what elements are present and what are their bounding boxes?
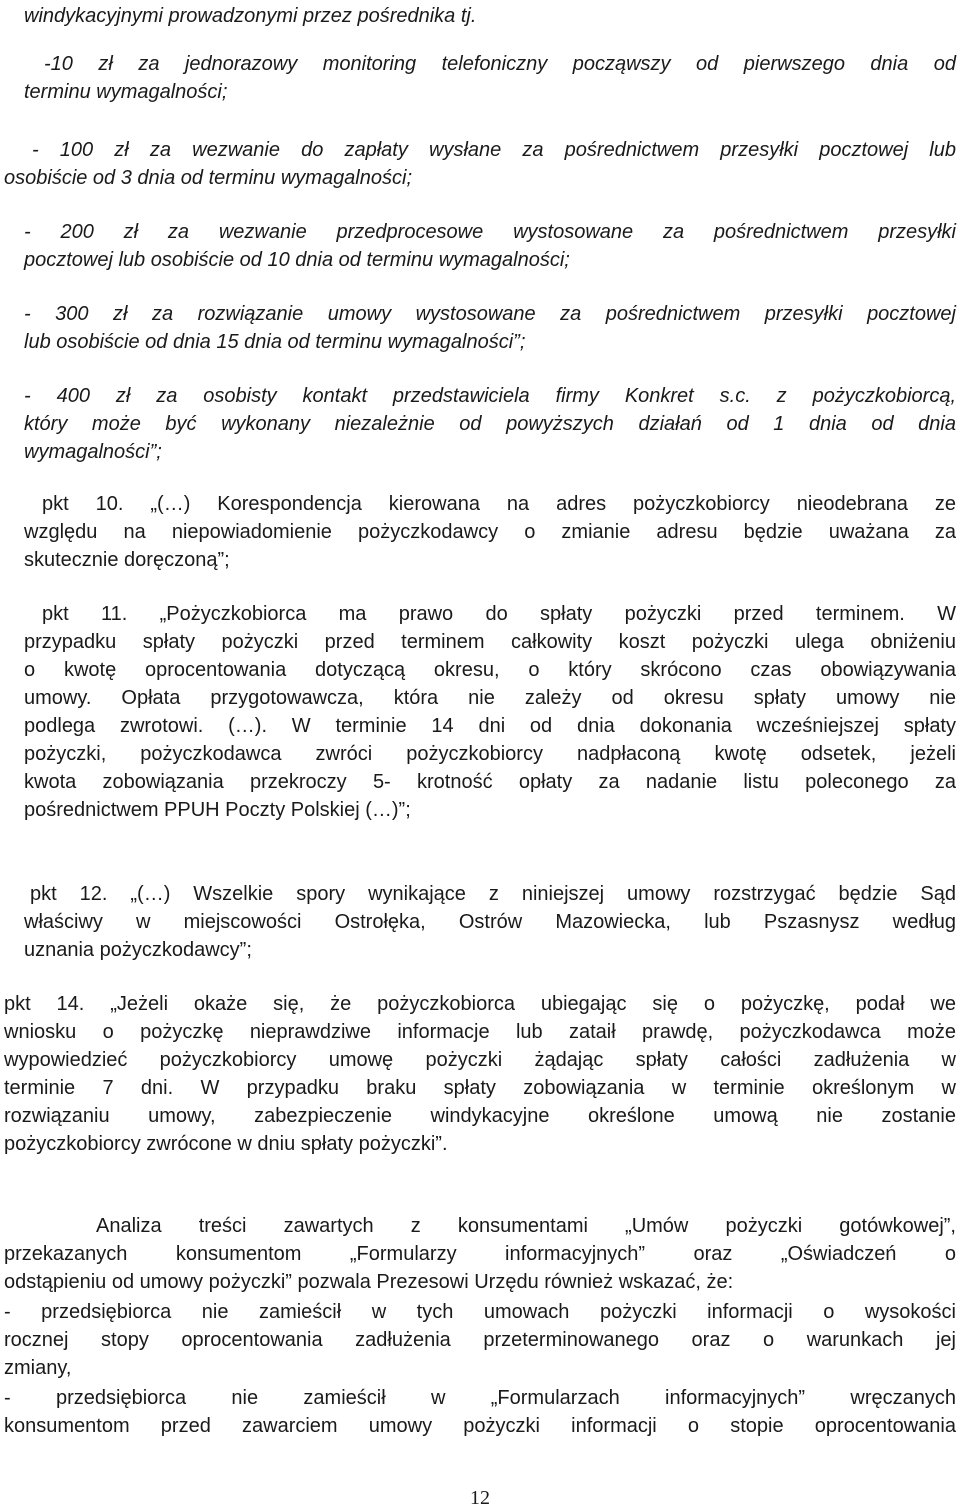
text-line: pocztowej lub osobiście od 10 dnia od terminu wymagalności;: [24, 249, 570, 271]
text-line: względu na niepowiadomienie pożyczkodawcy o zmianie adresu będzie uważana za: [24, 521, 956, 543]
text-line: przekazanych konsumentom „Formularzy informacyjnych” oraz „Oświadczeń o: [4, 1243, 956, 1265]
text-line: konsumentom przed zawarciem umowy pożyczki informacji o stopie oprocentowania: [4, 1415, 956, 1437]
text-line: który może być wykonany niezależnie od powyższych działań od 1 dnia od dnia: [24, 413, 956, 435]
text-line: rozwiązaniu umowy, zabezpieczenie windykacyjne określone umową nie zostanie: [4, 1105, 956, 1127]
text-line: o kwotę oprocentowania dotyczącą okresu, o który skrócono czas obowiązywania: [24, 659, 956, 681]
text-line: wniosku o pożyczkę nieprawdziwe informacje lub zataił prawdę, pożyczkodawca może: [4, 1021, 956, 1043]
text-line: pkt 11. „Pożyczkobiorca ma prawo do spłaty pożyczki przed terminem. W: [42, 603, 956, 625]
text-line: skutecznie doręczoną”;: [24, 549, 230, 571]
text-line: - przedsiębiorca nie zamieścił w „Formularzach informacyjnych” wręczanych: [4, 1387, 956, 1409]
text-line: wypowiedzieć pożyczkobiorcy umowę pożyczki żądając spłaty całości zadłużenia w: [4, 1049, 956, 1071]
text-line: osobiście od 3 dnia od terminu wymagalności;: [4, 167, 412, 189]
text-line: - 300 zł za rozwiązanie umowy wystosowane za pośrednictwem przesyłki pocztowej: [24, 303, 956, 325]
text-line: terminu wymagalności;: [24, 81, 228, 103]
text-line: -10 zł za jednorazowy monitoring telefoniczny począwszy od pierwszego dnia od: [44, 53, 956, 75]
text-line: pożyczkobiorcy zwrócone w dniu spłaty pożyczki”.: [4, 1133, 448, 1155]
text-line: - 400 zł za osobisty kontakt przedstawiciela firmy Konkret s.c. z pożyczkobiorcą,: [24, 385, 956, 407]
text-line: pkt 10. „(…) Korespondencja kierowana na adres pożyczkobiorcy nieodebrana ze: [42, 493, 956, 515]
text-line: lub osobiście od dnia 15 dnia od terminu wymagalności”;: [24, 331, 526, 353]
text-line: podlega zwrotowi. (…). W terminie 14 dni od dnia dokonania wcześniejszej spłaty: [24, 715, 956, 737]
text-line: windykacyjnymi prowadzonymi przez pośrednika tj.: [24, 5, 477, 27]
text-line: przypadku spłaty pożyczki przed terminem całkowity koszt pożyczki ulega obniżeniu: [24, 631, 956, 653]
text-line: pkt 14. „Jeżeli okaże się, że pożyczkobiorca ubiegając się o pożyczkę, podał we: [4, 993, 956, 1015]
text-line: Analiza treści zawartych z konsumentami „Umów pożyczki gotówkowej”,: [96, 1215, 956, 1237]
page-number: 12: [470, 1487, 490, 1509]
text-line: wymagalności”;: [24, 441, 162, 463]
text-line: uznania pożyczkodawcy”;: [24, 939, 252, 961]
text-line: odstąpieniu od umowy pożyczki” pozwala Prezesowi Urzędu również wskazać, że:: [4, 1271, 734, 1293]
text-line: umowy. Opłata przygotowawcza, która nie zależy od okresu spłaty umowy nie: [24, 687, 956, 709]
text-line: pożyczki, pożyczkodawca zwróci pożyczkobiorcy nadpłaconą kwotę odsetek, jeżeli: [24, 743, 956, 765]
text-line: zmiany,: [4, 1357, 72, 1379]
text-line: rocznej stopy oprocentowania zadłużenia przeterminowanego oraz o warunkach jej: [4, 1329, 956, 1351]
text-line: kwota zobowiązania przekroczy 5- krotność opłaty za nadanie listu poleconego za: [24, 771, 956, 793]
text-line: - przedsiębiorca nie zamieścił w tych umowach pożyczki informacji o wysokości: [4, 1301, 956, 1323]
text-line: - 200 zł za wezwanie przedprocesowe wystosowane za pośrednictwem przesyłki: [24, 221, 956, 243]
text-line: terminie 7 dni. W przypadku braku spłaty zobowiązania w terminie określonym w: [4, 1077, 956, 1099]
text-line: właściwy w miejscowości Ostrołęka, Ostrów Mazowiecka, lub Pszasnysz według: [24, 911, 956, 933]
text-line: pośrednictwem PPUH Poczty Polskiej (…)”;: [24, 799, 411, 821]
text-line: - 100 zł za wezwanie do zapłaty wysłane za pośrednictwem przesyłki pocztowej lub: [32, 139, 956, 161]
text-line: pkt 12. „(…) Wszelkie spory wynikające z niniejszej umowy rozstrzygać będzie Sąd: [30, 883, 956, 905]
